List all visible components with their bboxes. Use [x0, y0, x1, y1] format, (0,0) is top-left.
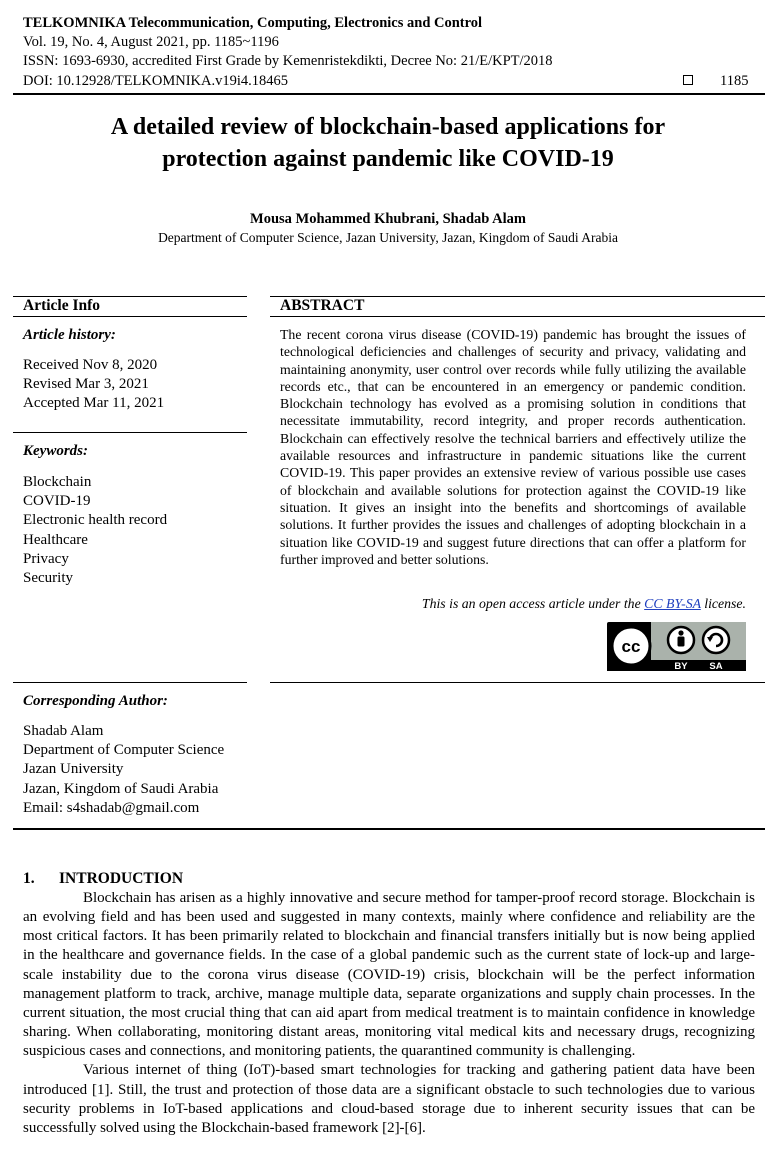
- corresponding-department: Department of Computer Science: [23, 742, 225, 759]
- introduction-paragraph: Various internet of thing (IoT)-based smart technologies for tracking and gathering patient data have been introduced [1]. Still, the trust and protection of those data are a significant obstacle to such technologies due to various security problems in IoT-based applications and cloud-based storage due to inherent security issues that can be successfully solved using the Blockchain-based framework [2]-[6].: [23, 1062, 755, 1136]
- paper-title-line-2: protection against pandemic like COVID-19: [162, 146, 614, 172]
- abstract-paragraph: The recent corona virus disease (COVID-19) pandemic has brought the issues of technological deficiencies and challenges of security and privacy, validating and maintaining anonymity, user control over records while fully utilizing the available records etc., that can be encountered in an emergency or pandemic condition. Blockchain technology has evolved as a promising solution in conditions that necessitate immutability, record integrity, and proper records authentication. Blockchain can effectively resolve the technical barriers and effectively utilize the available resources and infrastructure in pandemic situations like the current COVID-19. This paper provides an extensive review of various possible use cases of blockchain and available solutions for protection against the COVID-19 like situation. It gives an insight into the benefits and shortcomings of available solutions. It further provides the issues and challenges of adopting blockchain in a situation like COVID-19 and suggest future directions that can offer a platform for further improved and better solutions.: [280, 327, 746, 567]
- journal-volume: Vol. 19, No. 4, August 2021, pp. 1185~1196: [23, 34, 279, 50]
- article-history-heading: Article history:: [23, 327, 116, 343]
- corresponding-email: Email: s4shadab@gmail.com: [23, 799, 200, 816]
- section-title: INTRODUCTION: [59, 870, 184, 887]
- keywords-heading: Keywords:: [23, 443, 88, 459]
- authors: Mousa Mohammed Khubrani, Shadab Alam: [250, 211, 526, 227]
- introduction-body: [23, 889, 755, 1138]
- journal-issn: ISSN: 1693-6930, accredited First Grade by Kemenristekdikti, Decree No: 21/E/KPT/2018: [23, 53, 553, 69]
- header-rule: [13, 93, 765, 95]
- keyword-item: Healthcare: [23, 531, 88, 548]
- history-revised: Revised Mar 3, 2021: [23, 376, 149, 393]
- section-heading-introduction: [23, 870, 183, 888]
- cc-by-sa-link[interactable]: CC BY-SA: [644, 596, 701, 611]
- history-accepted: Accepted Mar 11, 2021: [23, 395, 165, 412]
- keyword-item: COVID-19: [23, 493, 91, 510]
- affiliation: Department of Computer Science, Jazan University, Jazan, Kingdom of Saudi Arabia: [158, 230, 618, 245]
- square-icon: [683, 75, 693, 85]
- corresponding-university: Jazan University: [23, 761, 124, 778]
- badge-sa-label: SA: [709, 661, 723, 671]
- keyword-item: Electronic health record: [23, 512, 168, 529]
- abstract-heading: ABSTRACT: [280, 297, 365, 314]
- keyword-item: Privacy: [23, 550, 69, 567]
- history-received: Received Nov 8, 2020: [23, 357, 158, 373]
- license-suffix: license.: [700, 596, 746, 611]
- keyword-item: Blockchain: [23, 474, 92, 490]
- badge-by-label: BY: [674, 661, 688, 671]
- cc-badge-graphic: [607, 622, 746, 671]
- svg-text:cc: cc: [621, 637, 641, 656]
- corresponding-rule: [13, 682, 247, 683]
- keywords-rule: [13, 432, 247, 433]
- abstract-bottom-rule: [270, 316, 765, 317]
- paper-title: [0, 111, 776, 175]
- article-history-list: [23, 356, 164, 414]
- abstract-body: [280, 326, 746, 568]
- share-alike-icon: [703, 627, 729, 653]
- corresponding-name: Shadab Alam: [23, 723, 104, 739]
- license-statement: [280, 596, 746, 612]
- article-info-heading: Article Info: [23, 297, 101, 314]
- cc-by-sa-badge[interactable]: [607, 622, 746, 671]
- corresponding-location: Jazan, Kingdom of Saudi Arabia: [23, 780, 219, 797]
- page-number: 1185: [720, 73, 749, 89]
- paper-title-line-1: A detailed review of blockchain-based applications for: [110, 114, 666, 140]
- corresponding-heading: Corresponding Author:: [23, 693, 168, 709]
- keyword-item: Security: [23, 570, 73, 587]
- journal-doi: DOI: 10.12928/TELKOMNIKA.v19i4.18465: [23, 73, 289, 89]
- section-number: 1.: [23, 870, 35, 887]
- keywords-list: [23, 473, 167, 588]
- corresponding-details: [23, 722, 224, 818]
- abstract-end-rule: [270, 682, 765, 683]
- license-prefix: This is an open access article under the: [421, 596, 645, 611]
- journal-name: TELKOMNIKA Telecommunication, Computing, Electronics and Control: [23, 15, 483, 31]
- introduction-paragraph: Blockchain has arisen as a highly innovative and secure method for tamper-proof record storage. Blockchain is an evolving field and has been used and suggested in many contexts, mainly where confidence and reliability are the most critical factors. It has been primarily related to blockchain and financial transfers initially but is now being applied in the healthcare and governance fields. In the case of a global pandemic such as the current state of lock-up and large-scale instability due to the corona virus disease (COVID-19) crisis, blockchain will be the perfect information management platform to track, archive, manage multiple data, separate organizations and supply chain processes. In the current situation, the most crucial thing that can aid apart from medical treatment is to maintain confidence in knowledge sharing. When collaborating, monitoring distant areas, monitoring vital medical kits and necessary drugs, recognizing suspicious cases and connections, and monitoring patients, the quarantined community is challenging.: [23, 890, 755, 1060]
- article-info-bottom-rule: [13, 316, 247, 317]
- front-matter-end-rule: [13, 828, 765, 830]
